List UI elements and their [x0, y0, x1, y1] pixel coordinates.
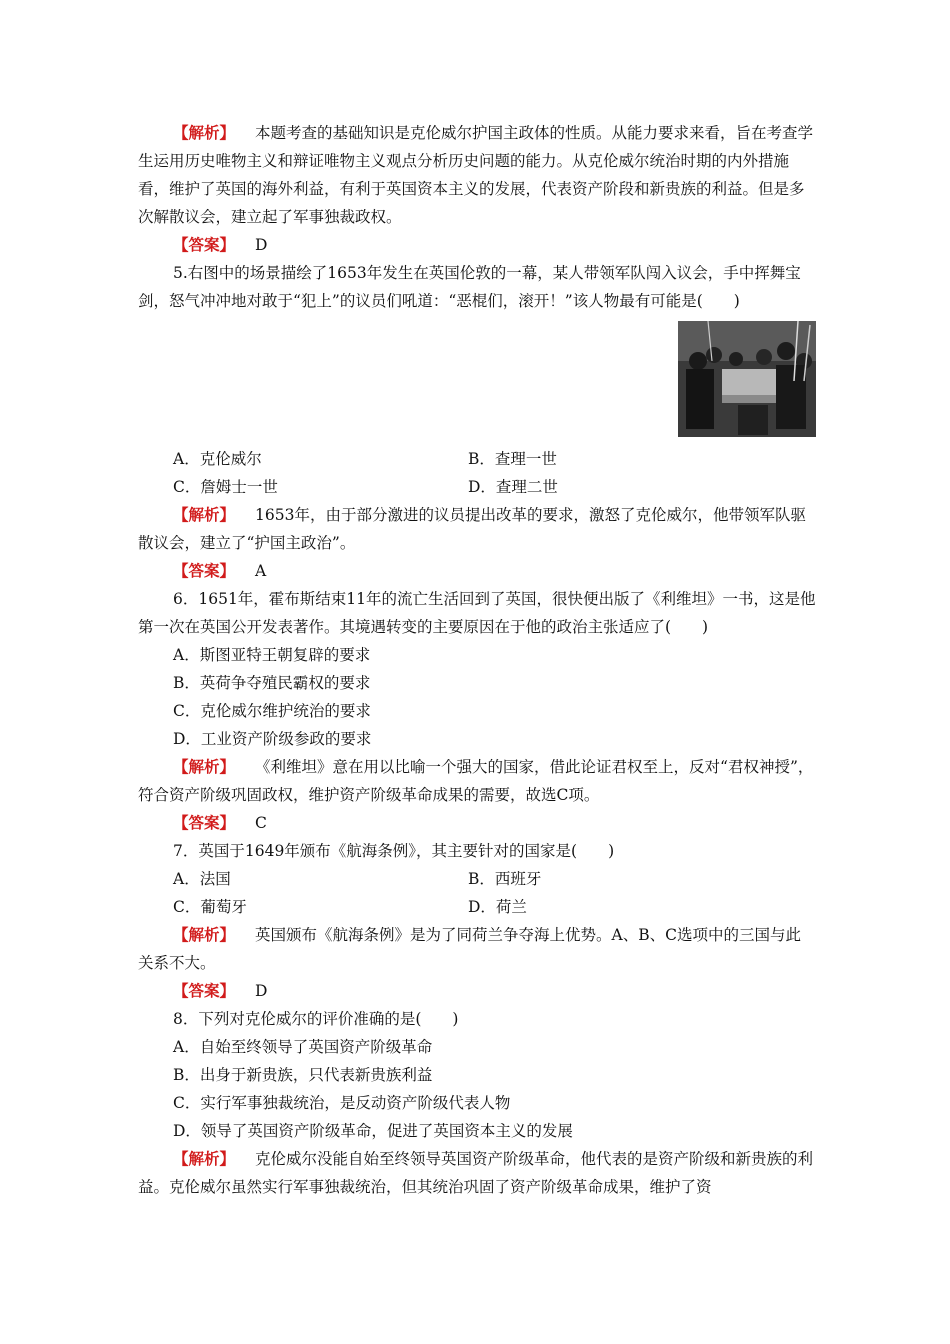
q6-answer [138, 809, 816, 837]
q4-analysis [138, 119, 816, 231]
analysis-label: 【解析】 [173, 505, 236, 524]
analysis-label: 【解析】 [173, 1149, 236, 1168]
q8-option-d: D．领导了英国资产阶级革命，促进了英国资本主义的发展 [173, 1122, 573, 1140]
document-content [138, 119, 816, 1201]
q7-option-d: D．荷兰 [468, 898, 527, 916]
q7-options-row-1 [138, 865, 816, 893]
q6-option-a: A．斯图亚特王朝复辟的要求 [173, 646, 371, 664]
q7-option-b: B．西班牙 [468, 870, 542, 888]
q7-option-a: A．法国 [173, 870, 231, 888]
q7-option-c: C．葡萄牙 [173, 898, 247, 916]
q6-option-c: C．克伦威尔维护统治的要求 [173, 702, 371, 720]
answer-label: 【答案】 [173, 561, 236, 580]
parliament-scene-image [678, 321, 816, 437]
analysis-label: 【解析】 [173, 925, 236, 944]
q5-answer-text: A [255, 562, 267, 580]
q8-stem: 8．下列对克伦威尔的评价准确的是( ) [173, 1010, 459, 1028]
q5-figure-area [138, 321, 816, 441]
q8-analysis-text: 克伦威尔没能自始至终领导英国资产阶级革命，他代表的是资产阶级和新贵族的利益。克伦威尔虽然实行军事独裁统治，但其统治巩固了资产阶级革命成果，维护了资 [138, 1150, 814, 1196]
q7-analysis-text: 英国颁布《航海条例》是为了同荷兰争夺海上优势。A、B、C选项中的三国与此关系不大。 [138, 926, 801, 972]
q5-stem: 5.右图中的场景描绘了1653年发生在英国伦敦的一幕，某人带领军队闯入议会，手中挥舞宝剑，怒气冲冲地对敢于“犯上”的议员们吼道：“恶棍们，滚开！”该人物最有可能是( ) [138, 264, 801, 310]
q5-analysis-text: 1653年，由于部分激进的议员提出改革的要求，激怒了克伦威尔，他带领军队驱散议会，建立了“护国主政治”。 [138, 506, 806, 552]
q6-analysis-text: 《利维坦》意在用以比喻一个强大的国家，借此论证君权至上，反对“君权神授”，符合资产阶级巩固政权，维护资产阶级革命成果的需要，故选C项。 [138, 758, 814, 804]
q5-answer [138, 557, 816, 585]
q6-analysis [138, 753, 816, 809]
q7-answer [138, 977, 816, 1005]
q8-option-c: C．实行军事独裁统治，是反动资产阶级代表人物 [173, 1094, 511, 1112]
q6-stem: 6．1651年，霍布斯结束11年的流亡生活回到了英国，很快便出版了《利维坦》一书，这是他第一次在英国公开发表著作。其境遇转变的主要原因在于他的政治主张适应了( ) [138, 590, 816, 636]
q5-option-b: B．查理一世 [468, 450, 557, 468]
q4-answer-text: D [255, 236, 268, 254]
analysis-label: 【解析】 [173, 123, 236, 142]
q5-option-a: A．克伦威尔 [173, 450, 262, 468]
q8-analysis [138, 1145, 816, 1201]
q7-answer-text: D [255, 982, 268, 1000]
q5-options-row-1 [138, 445, 816, 473]
q5-option-c: C．詹姆士一世 [173, 478, 278, 496]
q6-answer-text: C [255, 814, 267, 832]
answer-label: 【答案】 [173, 235, 236, 254]
q4-analysis-text: 本题考查的基础知识是克伦威尔护国主政体的性质。从能力要求来看，旨在考查学生运用历史唯物主义和辩证唯物主义观点分析历史问题的能力。从克伦威尔统治时期的内外措施看，维护了英国的海外利益，有利于英国资本主义的发展，代表资产阶段和新贵族的利益。但是多次解散议会，建立起了军事独裁政权。 [138, 124, 814, 226]
q5-options-row-2 [138, 473, 816, 501]
q7-stem: 7．英国于1649年颁布《航海条例》，其主要针对的国家是( ) [173, 842, 615, 860]
answer-label: 【答案】 [173, 813, 236, 832]
q7-analysis [138, 921, 816, 977]
q5-analysis [138, 501, 816, 557]
q4-answer [138, 231, 816, 259]
q8-option-b: B．出身于新贵族，只代表新贵族利益 [173, 1066, 433, 1084]
analysis-label: 【解析】 [173, 757, 236, 776]
answer-label: 【答案】 [173, 981, 236, 1000]
q8-option-a: A．自始至终领导了英国资产阶级革命 [173, 1038, 433, 1056]
q6-option-d: D．工业资产阶级参政的要求 [173, 730, 372, 748]
q7-options-row-2 [138, 893, 816, 921]
q6-option-b: B．英荷争夺殖民霸权的要求 [173, 674, 371, 692]
q5-option-d: D．查理二世 [468, 478, 558, 496]
